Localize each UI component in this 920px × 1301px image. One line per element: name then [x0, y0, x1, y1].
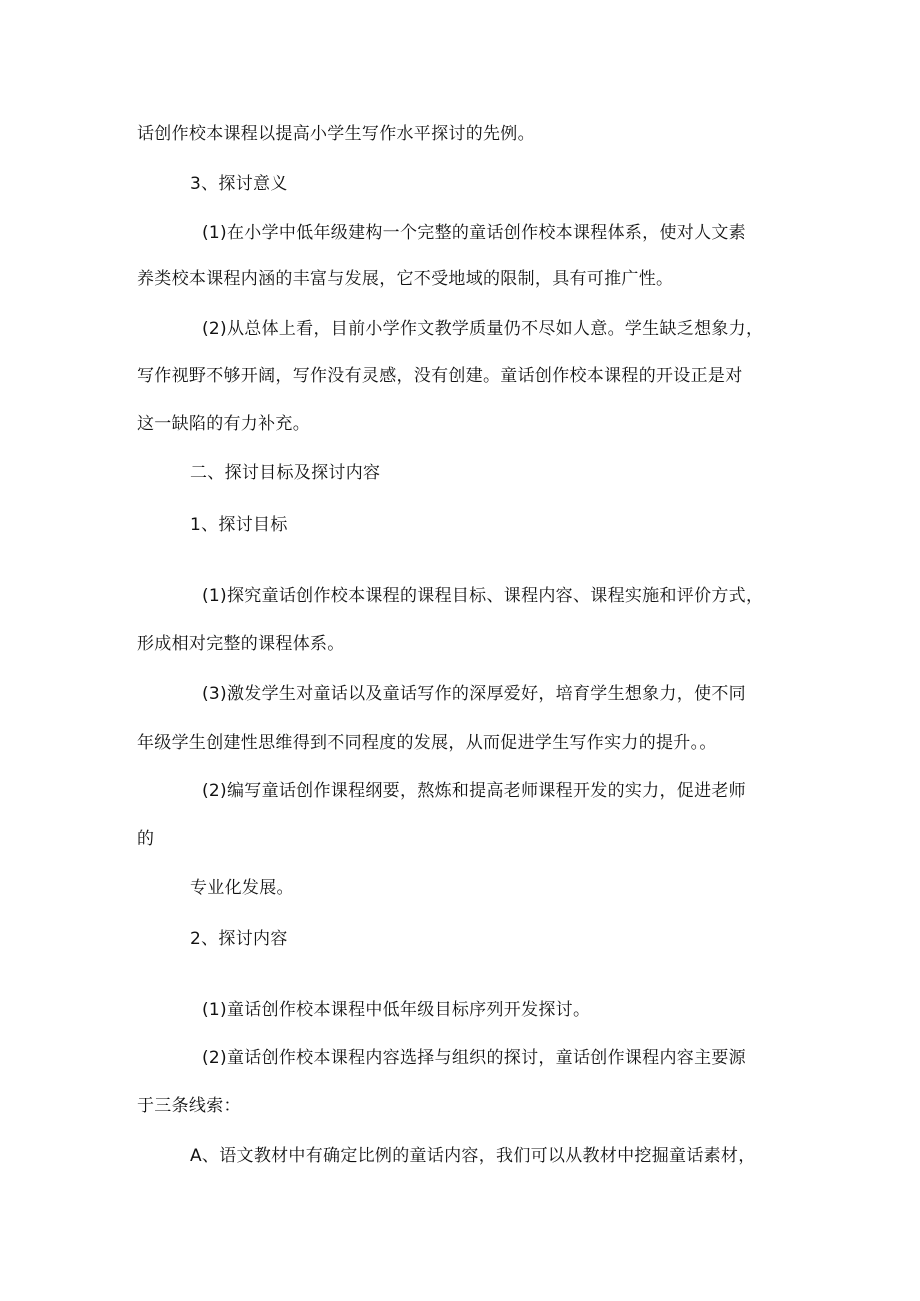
paragraph-line: (2)编写童话创作课程纲要，熬炼和提高老师课程开发的实力，促进老师	[202, 781, 746, 801]
paragraph-line: A、语文教材中有确定比例的童话内容，我们可以从教材中挖掘童话素材，	[190, 1146, 756, 1166]
paragraph-line: 写作视野不够开阔，写作没有灵感，没有创建。童话创作校本课程的开设正是对	[137, 366, 743, 386]
section-heading: 1、探讨目标	[190, 515, 288, 535]
paragraph-line: (2)从总体上看，目前小学作文教学质量仍不尽如人意。学生缺乏想象力，	[202, 319, 764, 339]
paragraph-line: (1)在小学中低年级建构一个完整的童话创作校本课程体系，使对人文素	[202, 223, 746, 243]
paragraph-line: 年级学生创建性思维得到不同程度的发展，从而促进学生写作实力的提升。。	[137, 733, 717, 753]
paragraph-line: 专业化发展。	[190, 878, 294, 898]
paragraph-line: (1)童话创作校本课程中低年级目标序列开发探讨。	[202, 1000, 591, 1020]
paragraph-line: 的	[137, 829, 155, 849]
paragraph-line: 形成相对完整的课程体系。	[137, 634, 345, 654]
paragraph-line: (2)童话创作校本课程内容选择与组织的探讨，童话创作课程内容主要源	[202, 1048, 746, 1068]
section-heading: 3、探讨意义	[190, 174, 288, 194]
paragraph-line: 话创作校本课程以提高小学生写作水平探讨的先例。	[137, 124, 535, 144]
paragraph-line: (3)激发学生对童话以及童话写作的深厚爱好，培育学生想象力，使不同	[202, 684, 746, 704]
paragraph-line: 养类校本课程内涵的丰富与发展，它不受地域的限制，具有可推广性。	[137, 269, 674, 289]
paragraph-line: 于三条线索：	[137, 1096, 241, 1116]
section-heading: 二、探讨目标及探讨内容	[190, 463, 381, 483]
paragraph-line: (1)探究童话创作校本课程的课程目标、课程内容、课程实施和评价方式，	[202, 586, 764, 606]
paragraph-line: 这一缺陷的有力补充。	[137, 414, 310, 434]
section-heading: 2、探讨内容	[190, 929, 288, 949]
